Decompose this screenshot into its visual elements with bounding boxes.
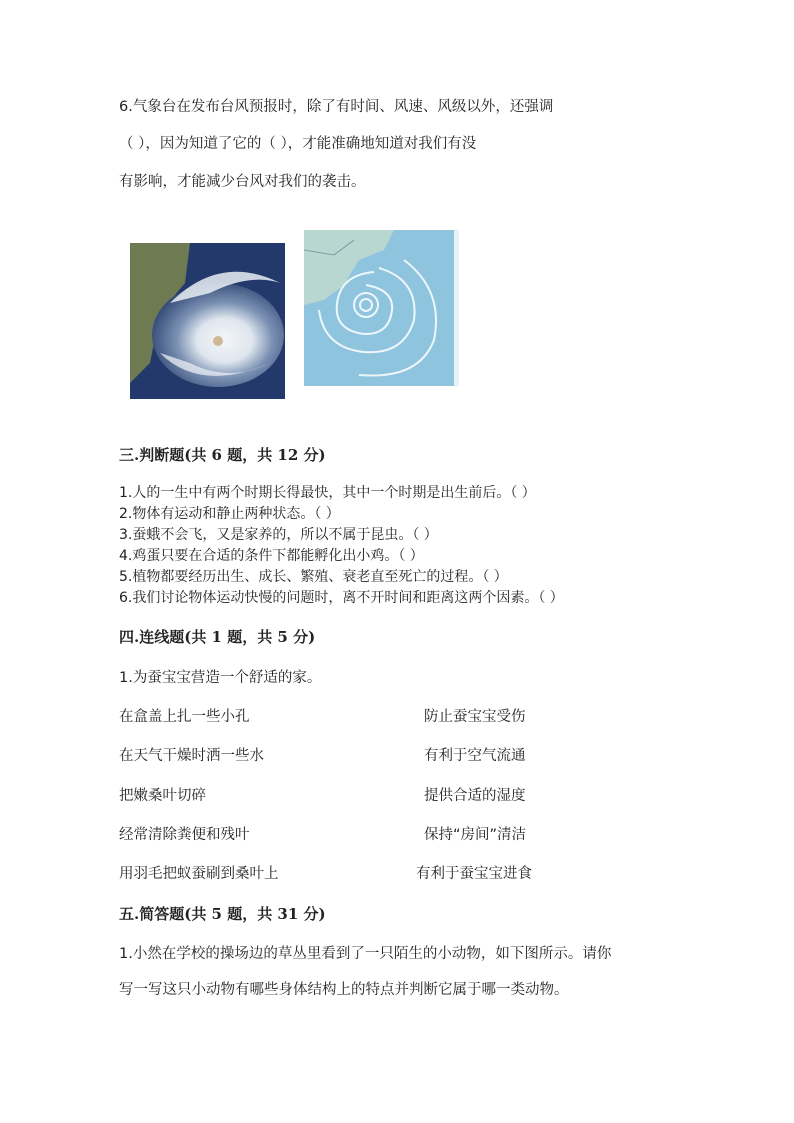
judge-item-1: 1.人的一生中有两个时期长得最快，其中一个时期是出生前后。（ ） bbox=[119, 485, 536, 501]
connect-question: 1.为蚕宝宝营造一个舒适的家。 bbox=[119, 670, 322, 686]
connect-right-3: 提供合适的湿度 bbox=[424, 788, 526, 804]
connect-right-2: 有利于空气流通 bbox=[424, 748, 526, 764]
connect-left-1: 在盒盖上扎一些小孔 bbox=[119, 709, 250, 725]
q6-line-1: 6.气象台在发布台风预报时，除了有时间、风速、风级以外，还强调 bbox=[119, 99, 554, 115]
connect-right-4: 保持“房间”清洁 bbox=[424, 827, 527, 843]
connect-right-1: 防止蚕宝宝受伤 bbox=[424, 709, 526, 725]
section-3-title: 三.判断题(共 6 题，共 12 分) bbox=[119, 446, 326, 464]
short-answer-q1-line-1: 1.小然在学校的操场边的草丛里看到了一只陌生的小动物，如下图所示。请你 bbox=[119, 946, 612, 962]
judge-list bbox=[119, 483, 564, 609]
connect-left-4: 经常清除粪便和残叶 bbox=[119, 827, 250, 843]
typhoon-images bbox=[128, 230, 462, 402]
judge-item-4: 4.鸡蛋只要在合适的条件下都能孵化出小鸡。（ ） bbox=[119, 548, 424, 564]
connect-left-3: 把嫩桑叶切碎 bbox=[119, 788, 206, 804]
connect-right-5: 有利于蚕宝宝进食 bbox=[416, 866, 532, 882]
short-answer-q1-line-2: 写一写这只小动物有哪些身体结构上的特点并判断它属于哪一类动物。 bbox=[119, 982, 569, 998]
typhoon-satellite-image bbox=[130, 243, 285, 399]
typhoon-map-image bbox=[304, 230, 459, 386]
judge-item-5: 5.植物都要经历出生、成长、繁殖、衰老直至死亡的过程。（ ） bbox=[119, 569, 508, 585]
section-5-title: 五.简答题(共 5 题，共 31 分) bbox=[119, 905, 326, 923]
judge-item-2: 2.物体有运动和静止两种状态。（ ） bbox=[119, 506, 340, 522]
q6-line-3: 有影响，才能减少台风对我们的袭击。 bbox=[119, 174, 366, 190]
connect-left-5: 用羽毛把蚁蚕刷到桑叶上 bbox=[119, 866, 279, 882]
q6-line-2: （ ），因为知道了它的（ ），才能准确地知道对我们有没 bbox=[119, 136, 477, 152]
judge-item-6: 6.我们讨论物体运动快慢的问题时，离不开时间和距离这两个因素。（ ） bbox=[119, 590, 564, 606]
judge-item-3: 3.蚕蛾不会飞，又是家养的，所以不属于昆虫。（ ） bbox=[119, 527, 438, 543]
connect-left-2: 在天气干燥时洒一些水 bbox=[119, 748, 264, 764]
section-4-title: 四.连线题(共 1 题，共 5 分) bbox=[119, 628, 316, 646]
